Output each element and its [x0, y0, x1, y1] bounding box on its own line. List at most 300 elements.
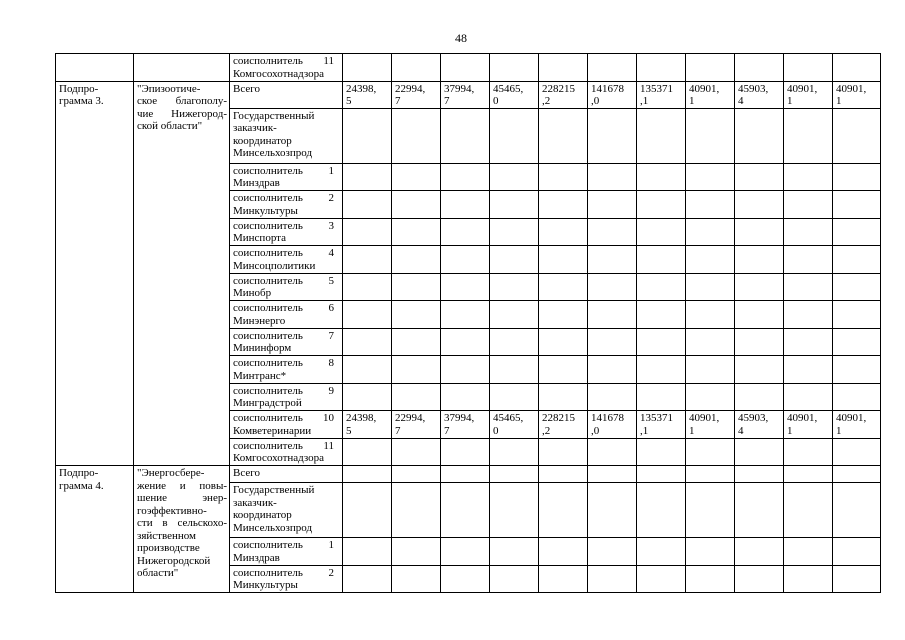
- co-executor-number: 3: [328, 219, 334, 232]
- subprogram-title-line: чие Нижегород-: [137, 107, 227, 120]
- co-executor-role: соисполнитель: [233, 539, 303, 551]
- value-cell: [441, 54, 490, 82]
- value-cell: [784, 191, 833, 219]
- value-cell: [343, 538, 392, 566]
- value-cell: [833, 108, 881, 163]
- value-cell: [833, 565, 881, 593]
- value-cell: [833, 328, 881, 356]
- value-cell: [637, 191, 686, 219]
- subprogram-label: Подпро- грамма 3.: [59, 82, 104, 107]
- value-cell: [784, 301, 833, 329]
- value-cell: [784, 246, 833, 274]
- subprogram-funding-table: [55, 53, 881, 593]
- value-text: 22994, 7: [395, 82, 426, 107]
- value-cell: [392, 163, 441, 191]
- value-cell: [441, 328, 490, 356]
- co-executor-number: 2: [328, 192, 334, 204]
- value-cell: [833, 383, 881, 411]
- value-cell: [588, 538, 637, 566]
- co-executor-number: 9: [328, 384, 334, 397]
- value-cell: [588, 191, 637, 219]
- total-label: Всего: [233, 467, 260, 479]
- value-cell: [637, 466, 686, 483]
- value-cell: [686, 301, 735, 329]
- co-executor-name: Минэнерго: [233, 314, 286, 327]
- co-executor-name: Комветеринарии: [233, 424, 312, 437]
- value-cell: [539, 273, 588, 301]
- co-executor-row: [56, 54, 881, 82]
- co-executor-name: Комгосохотнадзора: [233, 452, 325, 464]
- co-executor-name: Минградстрой: [233, 397, 302, 409]
- value-cell: [441, 538, 490, 566]
- value-cell: [539, 466, 588, 483]
- executor-cell: [230, 191, 343, 219]
- value-cell: [343, 301, 392, 329]
- co-executor-heading: [233, 302, 334, 315]
- value-cell: [539, 411, 588, 439]
- value-cell: [588, 108, 637, 163]
- value-text: 40901, 1: [787, 412, 818, 437]
- value-cell: [343, 273, 392, 301]
- co-executor-name: Минобр: [233, 287, 272, 299]
- value-cell: [784, 218, 833, 246]
- co-executor-number: 6: [328, 302, 334, 314]
- executor-cell: [230, 565, 343, 593]
- value-text: 45903, 4: [738, 412, 769, 437]
- value-text: 37994, 7: [444, 412, 475, 437]
- co-executor-heading: [233, 330, 334, 343]
- value-cell: [686, 54, 735, 82]
- co-executor-name: Минкультуры: [233, 204, 298, 217]
- value-cell: [490, 218, 539, 246]
- value-cell: [343, 163, 392, 191]
- value-cell: [539, 483, 588, 538]
- value-cell: [686, 273, 735, 301]
- executor-cell: [230, 328, 343, 356]
- value-cell: [343, 466, 392, 483]
- value-text: 24398, 5: [346, 412, 377, 437]
- value-cell: [441, 356, 490, 384]
- co-executor-number: 4: [328, 247, 334, 259]
- value-cell: [441, 383, 490, 411]
- value-text: 40901, 1: [689, 412, 720, 437]
- value-cell: [539, 356, 588, 384]
- value-cell: [392, 538, 441, 566]
- value-cell: [735, 483, 784, 538]
- subprogram-title-line: "Энергосбере-: [137, 467, 205, 479]
- value-cell: [343, 483, 392, 538]
- value-cell: [637, 218, 686, 246]
- value-cell: [490, 273, 539, 301]
- value-cell: [735, 411, 784, 439]
- value-cell: [637, 108, 686, 163]
- value-cell: [833, 538, 881, 566]
- value-cell: [588, 411, 637, 439]
- co-executor-number: 1: [328, 164, 334, 177]
- value-cell: [735, 108, 784, 163]
- value-cell: [588, 218, 637, 246]
- value-cell: [686, 191, 735, 219]
- value-cell: [588, 273, 637, 301]
- subprogram-title-line: производстве: [137, 542, 200, 554]
- value-cell: [833, 483, 881, 538]
- value-text: 141678 ,0: [591, 412, 624, 437]
- value-cell: [343, 438, 392, 466]
- value-cell: [833, 356, 881, 384]
- value-cell: [490, 246, 539, 274]
- value-text: 22994, 7: [395, 412, 426, 437]
- co-executor-number: 11: [323, 55, 334, 67]
- co-executor-heading: [233, 385, 334, 398]
- value-cell: [686, 438, 735, 466]
- value-text: 37994, 7: [444, 82, 475, 107]
- value-cell: [637, 273, 686, 301]
- value-cell: [637, 328, 686, 356]
- subprogram-title-line: зяйственном: [137, 529, 197, 542]
- value-cell: [588, 466, 637, 483]
- value-cell: [490, 163, 539, 191]
- value-cell: [588, 483, 637, 538]
- value-cell: [637, 383, 686, 411]
- value-cell: [588, 54, 637, 82]
- co-executor-heading: [233, 55, 334, 68]
- value-cell: [441, 301, 490, 329]
- value-cell: [343, 246, 392, 274]
- value-text: 228215 ,2: [542, 412, 575, 437]
- value-cell: [490, 483, 539, 538]
- value-cell: [686, 411, 735, 439]
- executor-cell: [230, 301, 343, 329]
- subprogram-number-cell: [56, 81, 134, 466]
- co-executor-heading: [233, 192, 334, 205]
- co-executor-heading: [233, 247, 334, 260]
- co-executor-number: 2: [328, 566, 334, 579]
- value-cell: [735, 383, 784, 411]
- co-executor-role: соисполнитель: [233, 439, 303, 452]
- value-cell: [833, 273, 881, 301]
- value-cell: [441, 81, 490, 108]
- value-cell: [784, 383, 833, 411]
- value-cell: [490, 328, 539, 356]
- executor-cell: [230, 163, 343, 191]
- value-cell: [686, 218, 735, 246]
- value-cell: [784, 356, 833, 384]
- value-cell: [392, 108, 441, 163]
- co-executor-role: соисполнитель: [233, 329, 303, 342]
- co-executor-name: Минспорта: [233, 232, 287, 244]
- value-cell: [490, 438, 539, 466]
- co-executor-role: соисполнитель: [233, 274, 303, 287]
- co-executor-role: соисполнитель: [233, 566, 303, 579]
- executor-cell: [230, 81, 343, 108]
- value-cell: [833, 54, 881, 82]
- subprogram-number-cell: [56, 54, 134, 82]
- value-text: 45465, 0: [493, 412, 524, 437]
- value-cell: [588, 81, 637, 108]
- value-cell: [490, 54, 539, 82]
- value-cell: [343, 108, 392, 163]
- value-cell: [441, 273, 490, 301]
- value-cell: [637, 246, 686, 274]
- value-cell: [392, 54, 441, 82]
- subprogram-label: Подпро- грамма 4.: [59, 467, 104, 492]
- executor-cell: [230, 108, 343, 163]
- subprogram-title-cell: [134, 54, 230, 82]
- value-cell: [637, 483, 686, 538]
- value-cell: [637, 54, 686, 82]
- value-cell: [539, 191, 588, 219]
- value-cell: [637, 356, 686, 384]
- co-executor-heading: [233, 440, 334, 453]
- value-cell: [784, 328, 833, 356]
- executor-cell: [230, 383, 343, 411]
- value-cell: [784, 565, 833, 593]
- executor-cell: [230, 483, 343, 538]
- value-cell: [392, 81, 441, 108]
- value-cell: [343, 54, 392, 82]
- value-cell: [490, 565, 539, 593]
- subprogram-title-line: жение и повы-: [137, 479, 227, 492]
- value-cell: [539, 328, 588, 356]
- co-executor-heading: [233, 165, 334, 178]
- value-cell: [833, 81, 881, 108]
- value-cell: [490, 191, 539, 219]
- value-cell: [343, 356, 392, 384]
- value-cell: [441, 163, 490, 191]
- value-cell: [637, 565, 686, 593]
- value-cell: [588, 301, 637, 329]
- value-cell: [686, 538, 735, 566]
- value-cell: [392, 383, 441, 411]
- executor-cell: [230, 218, 343, 246]
- value-cell: [588, 356, 637, 384]
- value-cell: [539, 54, 588, 82]
- value-cell: [392, 565, 441, 593]
- co-executor-role: соисполнитель: [233, 302, 303, 314]
- subprogram-title-line: области": [137, 567, 179, 579]
- value-cell: [686, 81, 735, 108]
- co-executor-name: Минздрав: [233, 177, 280, 189]
- value-cell: [441, 466, 490, 483]
- value-cell: [833, 411, 881, 439]
- co-executor-name: Минкультуры: [233, 579, 298, 591]
- co-executor-name: Минздрав: [233, 551, 280, 564]
- value-cell: [392, 483, 441, 538]
- co-executor-role: соисполнитель: [233, 384, 303, 397]
- total-label: Всего: [233, 82, 260, 95]
- value-cell: [686, 565, 735, 593]
- value-cell: [392, 466, 441, 483]
- subprogram-title-line: "Эпизоотиче-: [137, 82, 201, 95]
- value-cell: [490, 356, 539, 384]
- value-cell: [686, 246, 735, 274]
- co-executor-number: 1: [328, 539, 334, 551]
- value-cell: [833, 163, 881, 191]
- value-cell: [392, 356, 441, 384]
- co-executor-number: 11: [323, 439, 334, 452]
- value-cell: [784, 54, 833, 82]
- subprogram-title-line: сти в сельскохо-: [137, 517, 227, 529]
- co-executor-heading: [233, 412, 334, 425]
- value-cell: [588, 328, 637, 356]
- value-text: 40901, 1: [836, 82, 867, 107]
- co-executor-role: соисполнитель: [233, 219, 303, 232]
- value-text: 135371 ,1: [640, 412, 673, 437]
- value-cell: [392, 411, 441, 439]
- total-row: [56, 81, 881, 108]
- value-cell: [539, 301, 588, 329]
- value-cell: [637, 438, 686, 466]
- executor-cell: [230, 54, 343, 82]
- value-cell: [343, 383, 392, 411]
- value-cell: [588, 246, 637, 274]
- subprogram-title-cell: [134, 466, 230, 593]
- value-cell: [539, 246, 588, 274]
- value-cell: [490, 108, 539, 163]
- co-executor-number: 8: [328, 357, 334, 369]
- co-executor-heading: [233, 275, 334, 288]
- subprogram-title-line: ское благополу-: [137, 95, 227, 107]
- value-cell: [686, 383, 735, 411]
- value-cell: [441, 565, 490, 593]
- value-cell: [784, 81, 833, 108]
- value-cell: [784, 538, 833, 566]
- co-executor-role: соисполнитель: [233, 247, 303, 259]
- executor-cell: [230, 466, 343, 483]
- value-cell: [833, 466, 881, 483]
- co-executor-name: Минсоцполитики: [233, 259, 316, 272]
- value-cell: [735, 81, 784, 108]
- value-text: 45465, 0: [493, 82, 524, 107]
- value-text: 40901, 1: [787, 82, 818, 107]
- value-cell: [441, 191, 490, 219]
- value-cell: [637, 81, 686, 108]
- value-cell: [343, 328, 392, 356]
- value-cell: [539, 565, 588, 593]
- executor-cell: [230, 246, 343, 274]
- co-executor-number: 7: [328, 329, 334, 342]
- value-cell: [539, 383, 588, 411]
- value-cell: [539, 438, 588, 466]
- co-executor-name: Мининформ: [233, 342, 292, 354]
- value-cell: [588, 383, 637, 411]
- co-executor-heading: [233, 357, 334, 370]
- co-executor-role: соисполнитель: [233, 164, 303, 177]
- value-cell: [833, 438, 881, 466]
- value-cell: [539, 218, 588, 246]
- value-cell: [588, 163, 637, 191]
- value-cell: [784, 483, 833, 538]
- value-cell: [637, 163, 686, 191]
- subprogram-title-line: гоэффективно-: [137, 504, 207, 517]
- value-cell: [441, 411, 490, 439]
- value-cell: [735, 438, 784, 466]
- value-cell: [784, 273, 833, 301]
- value-cell: [392, 218, 441, 246]
- executor-cell: [230, 438, 343, 466]
- executor-cell: [230, 411, 343, 439]
- page-number: 48: [455, 31, 467, 45]
- value-cell: [735, 565, 784, 593]
- value-cell: [637, 411, 686, 439]
- value-cell: [343, 218, 392, 246]
- subprogram-title-line: шение энер-: [137, 492, 227, 504]
- value-cell: [539, 163, 588, 191]
- value-cell: [490, 383, 539, 411]
- value-cell: [686, 163, 735, 191]
- value-cell: [392, 273, 441, 301]
- value-cell: [441, 483, 490, 538]
- value-cell: [833, 246, 881, 274]
- co-executor-name: Комгосохотнадзора: [233, 67, 325, 80]
- value-text: 45903, 4: [738, 82, 769, 107]
- value-text: 141678 ,0: [591, 82, 624, 107]
- value-cell: [735, 191, 784, 219]
- subprogram-number-cell: [56, 466, 134, 593]
- value-cell: [392, 328, 441, 356]
- value-cell: [343, 191, 392, 219]
- value-text: 24398, 5: [346, 82, 377, 107]
- value-cell: [343, 411, 392, 439]
- value-text: 135371 ,1: [640, 82, 673, 107]
- value-cell: [735, 466, 784, 483]
- value-text: 40901, 1: [836, 412, 867, 437]
- value-cell: [735, 246, 784, 274]
- value-cell: [441, 218, 490, 246]
- value-cell: [490, 411, 539, 439]
- value-cell: [833, 191, 881, 219]
- co-executor-number: 10: [323, 412, 334, 424]
- value-cell: [637, 301, 686, 329]
- co-executor-number: 5: [328, 274, 334, 287]
- value-cell: [686, 483, 735, 538]
- co-executor-role: соисполнитель: [233, 412, 303, 424]
- value-cell: [735, 538, 784, 566]
- value-cell: [784, 163, 833, 191]
- value-cell: [735, 356, 784, 384]
- value-cell: [588, 565, 637, 593]
- value-cell: [735, 328, 784, 356]
- value-cell: [833, 218, 881, 246]
- value-cell: [686, 356, 735, 384]
- value-cell: [735, 301, 784, 329]
- value-cell: [784, 438, 833, 466]
- value-cell: [588, 438, 637, 466]
- value-cell: [539, 538, 588, 566]
- value-cell: [490, 466, 539, 483]
- value-cell: [490, 301, 539, 329]
- executor-cell: [230, 356, 343, 384]
- executor-cell: [230, 538, 343, 566]
- value-cell: [735, 218, 784, 246]
- co-executor-heading: [233, 220, 334, 233]
- value-cell: [441, 438, 490, 466]
- value-cell: [392, 191, 441, 219]
- value-cell: [784, 466, 833, 483]
- value-cell: [441, 246, 490, 274]
- value-cell: [735, 54, 784, 82]
- value-cell: [343, 81, 392, 108]
- value-cell: [686, 108, 735, 163]
- executor-cell: [230, 273, 343, 301]
- value-cell: [539, 108, 588, 163]
- value-cell: [490, 81, 539, 108]
- subprogram-title-line: ской области": [137, 120, 203, 132]
- value-cell: [490, 538, 539, 566]
- value-text: 40901, 1: [689, 82, 720, 107]
- table-body: [56, 54, 881, 593]
- value-cell: [833, 301, 881, 329]
